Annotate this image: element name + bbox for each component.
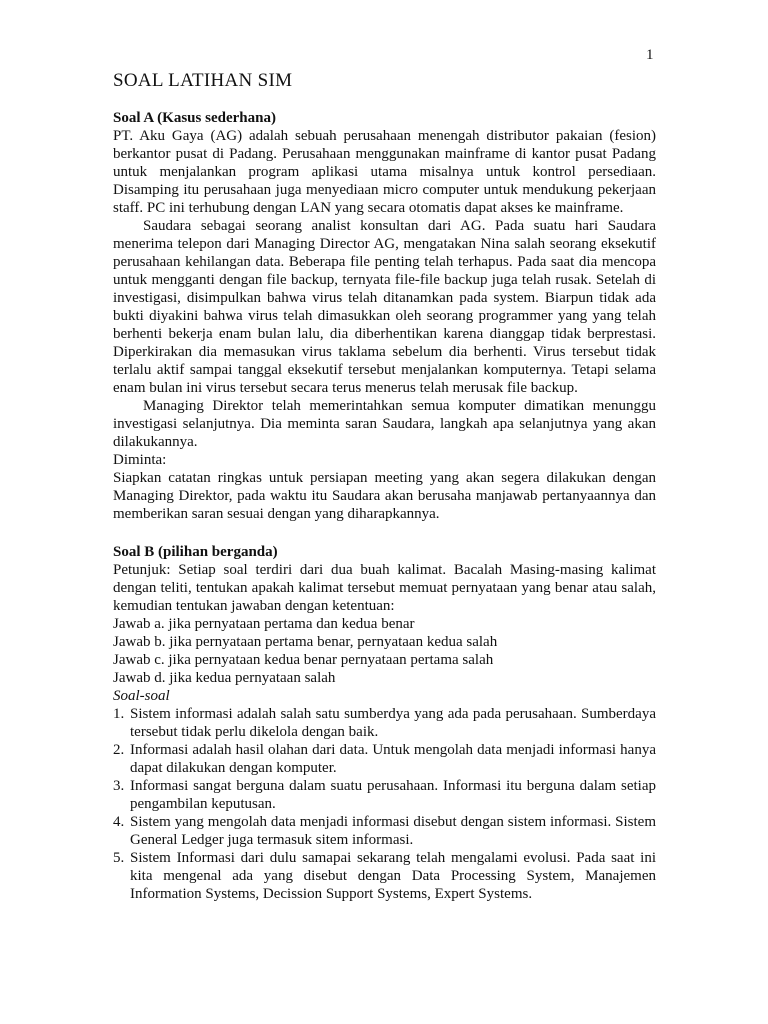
question-item bbox=[113, 741, 656, 777]
question-item bbox=[113, 705, 656, 741]
answer-rule-d: Jawab d. jika kedua pernyataan salah bbox=[113, 670, 336, 686]
soal-a-paragraph-3: Managing Direktor telah memerintahkan semua komputer dimatikan menunggu investigasi selanjutnya. Dia meminta saran Saudara, langkah apa selanjutnya yang akan dilakukannya. bbox=[113, 398, 656, 450]
document-body bbox=[113, 109, 656, 903]
soal-soal-label: Soal-soal bbox=[113, 688, 170, 704]
soal-a-heading: Soal A (Kasus sederhana) bbox=[113, 110, 276, 126]
page-number: 1 bbox=[646, 47, 654, 63]
answer-rule-b: Jawab b. jika pernyataan pertama benar, pernyataan kedua salah bbox=[113, 634, 498, 650]
section-spacer bbox=[113, 523, 656, 543]
question-number: 3. bbox=[113, 778, 125, 794]
question-list bbox=[113, 705, 656, 903]
diminta-label: Diminta: bbox=[113, 452, 167, 468]
question-number: 2. bbox=[113, 742, 125, 758]
question-item bbox=[113, 849, 656, 903]
question-text: Sistem Informasi dari dulu samapai sekarang telah mengalami evolusi. Pada saat ini kita mengenal ada yang disebut dengan Data Processing System, Manajemen Information Systems, Decission Support Systems, Expert Systems. bbox=[130, 850, 656, 902]
soal-a-paragraph-1: PT. Aku Gaya (AG) adalah sebuah perusahaan menengah distributor pakaian (fesion) berkantor pusat di Padang. Perusahaan menggunakan mainframe di kantor pusat Padang untuk menjalankan program aplikasi utama misalnya untuk kontrol persediaan. Disamping itu perusahaan juga menyediaan micro computer untuk mendukung pekerjaan staff. PC ini terhubung dengan LAN yang secara otomatis dapat akses ke mainframe. bbox=[113, 128, 656, 216]
question-number: 1. bbox=[113, 706, 125, 722]
soal-a-paragraph-2: Saudara sebagai seorang analist konsultan dari AG. Pada suatu hari Saudara menerima telepon dari Managing Director AG, mengatakan Nina salah seorang eksekutif perusahaan kehilangan data. Beberapa file penting telah terhapus. Pada saat dia mencopa untuk mengganti dengan file backup, ternyata file-file backup juga telah rusak. Setelah di investigasi, disimpulkan bahwa virus telah ditanamkan pada system. Biarpun tidak ada bukti diyakini bahwa virus telah dimasukkan oleh seorang programmer yang yang telah berhenti bekerja enam bulan lalu, dia diberhentikan karena dianggap tidak berprestasi. Diperkirakan dia memasukan virus taklama sebelum dia berhenti. Virus tersebut tidak terlalu aktif sampai tanggal eksekutif tersebut menjalankan komputernya. Tetapi selama enam bulan ini virus tersebut secara terus menerus telah merusak file backup. bbox=[113, 218, 656, 396]
question-text: Informasi sangat berguna dalam suatu perusahaan. Informasi itu berguna dalam setiap pengambilan keputusan. bbox=[130, 778, 656, 812]
question-text: Sistem yang mengolah data menjadi informasi disebut dengan sistem informasi. Sistem General Ledger juga termasuk sitem informasi. bbox=[130, 814, 656, 848]
page-title: SOAL LATIHAN SIM bbox=[113, 70, 293, 91]
soal-a-section bbox=[113, 109, 656, 523]
question-number: 5. bbox=[113, 850, 125, 866]
question-item bbox=[113, 813, 656, 849]
answer-rule-c: Jawab c. jika pernyataan kedua benar pernyataan pertama salah bbox=[113, 652, 494, 668]
soal-b-heading: Soal B (pilihan berganda) bbox=[113, 544, 278, 560]
diminta-text: Siapkan catatan ringkas untuk persiapan meeting yang akan segera dilakukan dengan Managing Direktor, pada waktu itu Saudara akan berusaha manjawab pertanyaannya dan memberikan saran sesuai dengan yang diharapkannya. bbox=[113, 470, 656, 522]
question-item bbox=[113, 777, 656, 813]
petunjuk-text: Petunjuk: Setiap soal terdiri dari dua buah kalimat. Bacalah Masing-masing kalimat dengan teliti, tentukan apakah kalimat tersebut memuat pernyataan yang benar atau salah, kemudian tentukan jawaban dengan ketentuan: bbox=[113, 562, 656, 614]
question-text: Informasi adalah hasil olahan dari data. Untuk mengolah data menjadi informasi hanya dapat dilakukan dengan komputer. bbox=[130, 742, 656, 776]
question-text: Sistem informasi adalah salah satu sumberdya yang ada pada perusahaan. Sumberdaya tersebut tidak perlu dikelola dengan baik. bbox=[130, 706, 656, 740]
question-number: 4. bbox=[113, 814, 125, 830]
answer-rule-a: Jawab a. jika pernyataan pertama dan kedua benar bbox=[113, 616, 415, 632]
soal-b-section bbox=[113, 543, 656, 903]
